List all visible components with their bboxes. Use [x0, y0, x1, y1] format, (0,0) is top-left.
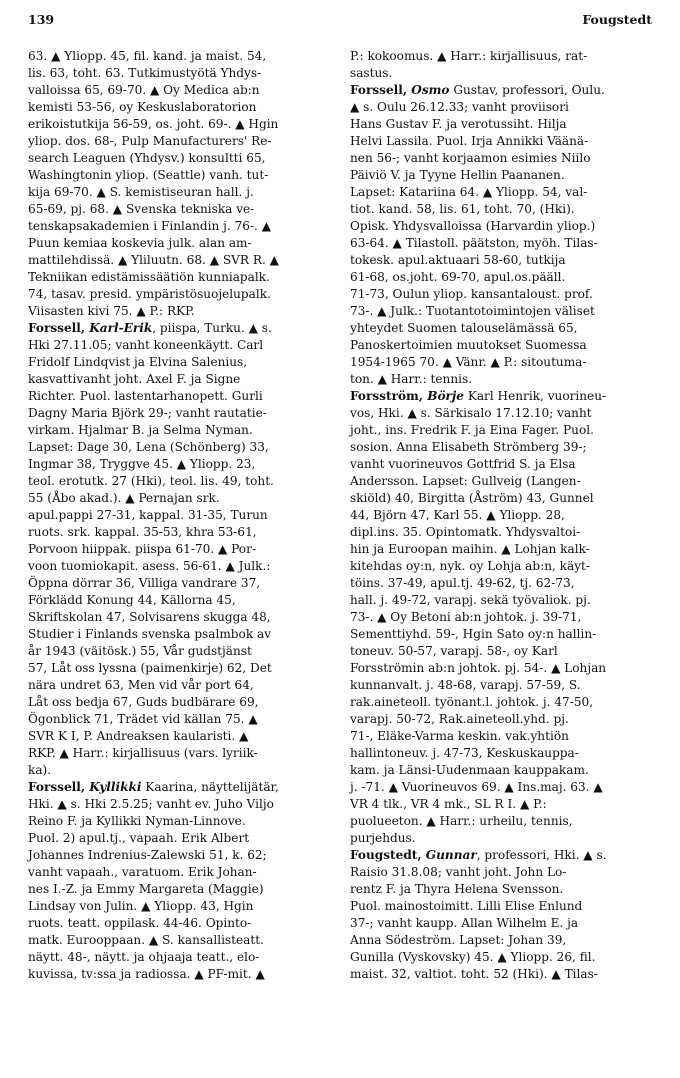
entry-line: Tekniikan edistämissäätiön kunniapalk. — [28, 270, 270, 284]
entry-line: teol. erotutk. 27 (Hki), teol. lis. 49, toht. — [28, 474, 274, 488]
entry-line: SVR K I, P. Andreaksen kaularisti. ▲ — [28, 729, 249, 743]
entry-line: Päiviö V. ja Tyyne Hellin Paananen. — [350, 168, 565, 182]
entry-line: 55 (Åbo akad.). ▲ Pernajan srk. — [28, 491, 220, 505]
entry-line: nes I.-Z. ja Emmy Margareta (Maggie) — [28, 882, 264, 896]
page-number: 139 — [28, 12, 55, 27]
entry-line: 57, Låt oss lyssna (paimenkirje) 62, Det — [28, 661, 272, 675]
biography-entry — [28, 48, 330, 320]
entry-line: Porvoon hiippak. piispa 61-70. ▲ Por- — [28, 542, 256, 556]
entry-line: 37-; vanht kaupp. Allan Wilhelm E. ja — [350, 916, 579, 930]
entry-line: valloissa 65, 69-70. ▲ Oy Medica ab:n — [28, 83, 260, 97]
entry-line: kitehdas oy:n, nyk. oy Lohja ab:n, käyt- — [350, 559, 590, 573]
entry-line: kam. ja Länsi-Uudenmaan kauppakam. — [350, 763, 589, 777]
entry-line: Forssell, Karl-Erik, piispa, Turku. ▲ s. — [28, 321, 272, 335]
biography-entry — [28, 320, 330, 779]
entry-line: kunnanvalt. j. 48-68, varapj. 57-59, S. — [350, 678, 581, 692]
entry-line: ▲ s. Oulu 26.12.33; vanht proviisori — [350, 100, 569, 114]
entry-line: Ögonblick 71, Trädet vid källan 75. ▲ — [28, 712, 258, 726]
columns — [28, 48, 652, 983]
entry-line: Opisk. Yhdysvalloissa (Harvardin yliop.) — [350, 219, 596, 233]
entry-line: Lindsay von Julin. ▲ Yliopp. 43, Hgin — [28, 899, 254, 913]
entry-line: kemisti 53-56, oy Keskuslaboratorion — [28, 100, 257, 114]
entry-line: ton. ▲ Harr.: tennis. — [350, 372, 473, 386]
entry-line: lis. 63, toht. 63. Tutkimustyötä Yhdys- — [28, 66, 262, 80]
running-head: Fougstedt — [582, 12, 652, 27]
entry-line: Forssell, Kyllikki Kaarina, näyttelijätär, — [28, 780, 279, 794]
entry-line: sastus. — [350, 66, 393, 80]
biography-entry — [350, 82, 652, 388]
entry-line: yliop. dos. 68-, Pulp Manufacturers' Re- — [28, 134, 272, 148]
entry-line: Studier i Finlands svenska psalmbok av — [28, 627, 272, 641]
entry-line: matk. Eurooppaan. ▲ S. kansallisteatt. — [28, 933, 264, 947]
entry-line: Anna Södeström. Lapset: Johan 39, — [350, 933, 567, 947]
biography-entry — [28, 779, 330, 983]
entry-line: Andersson. Lapset: Gullveig (Langen- — [350, 474, 581, 488]
entry-line: 44, Björn 47, Karl 55. ▲ Yliopp. 28, — [350, 508, 565, 522]
entry-line: virkam. Hjalmar B. ja Selma Nyman. — [28, 423, 253, 437]
entry-line: sosion. Anna Elisabeth Strömberg 39-; — [350, 440, 587, 454]
entry-line: erikoistutkija 56-59, os. joht. 69-. ▲ Hgin — [28, 117, 279, 131]
entry-line: hallintoneuv. j. 47-73, Keskuskauppa- — [350, 746, 579, 760]
entry-line: ruots. srk. kappal. 35-53, khra 53-61, — [28, 525, 257, 539]
entry-line: vanht vapaah., varatuom. Erik Johan- — [28, 865, 257, 879]
entry-line: apul.pappi 27-31, kappal. 31-35, Turun — [28, 508, 268, 522]
entry-line: Forsström, Börje Karl Henrik, vuorineu- — [350, 389, 607, 403]
entry-line: år 1943 (väitösk.) 55, Vår gudstjänst — [28, 644, 252, 658]
entry-line: 65-69, pj. 68. ▲ Svenska tekniska ve- — [28, 202, 255, 216]
entry-line: maist. 32, valtiot. toht. 52 (Hki). ▲ Tilas- — [350, 967, 598, 981]
entry-line: Hki 27.11.05; vanht koneenkäytt. Carl — [28, 338, 264, 352]
entry-line: Öppna dörrar 36, Villiga vandrare 37, — [28, 576, 261, 590]
biography-entry — [350, 847, 652, 983]
entry-line: Puol. mainostoimitt. Lilli Elise Enlund — [350, 899, 583, 913]
entry-line: mattilehdissä. ▲ Yliluutn. 68. ▲ SVR R. ▲ — [28, 253, 279, 267]
entry-line: joht., ins. Fredrik F. ja Eina Fager. Puol. — [350, 423, 594, 437]
entry-line: Puun kemiaa koskevia julk. alan am- — [28, 236, 252, 250]
entry-line: Fridolf Lindqvist ja Elvina Salenius, — [28, 355, 248, 369]
entry-line: 63-64. ▲ Tilastoll. päätston, myöh. Tilas- — [350, 236, 598, 250]
entry-line: Förklädd Konung 44, Källorna 45, — [28, 593, 236, 607]
entry-line: Washingtonin yliop. (Seattle) vanh. tut- — [28, 168, 269, 182]
entry-line: 73-. ▲ Julk.: Tuotantotoimintojen väliset — [350, 304, 595, 318]
entry-line: Helvi Lassila. Puol. Irja Annikki Väänä- — [350, 134, 589, 148]
entry-line: Gunilla (Vyskovsky) 45. ▲ Yliopp. 26, fil. — [350, 950, 596, 964]
entry-line: Ingmar 38, Tryggve 45. ▲ Yliopp. 23, — [28, 457, 256, 471]
right-column — [350, 48, 652, 983]
entry-line: dipl.ins. 35. Opintomatk. Yhdysvaltoi- — [350, 525, 581, 539]
entry-line: näytt. 48-, näytt. ja ohjaaja teatt., elo- — [28, 950, 260, 964]
biography-entry — [350, 388, 652, 847]
entry-line: 71-, Eläke-Varma keskin. vak.yhtiön — [350, 729, 569, 743]
entry-line: kija 69-70. ▲ S. kemistiseuran hall. j. — [28, 185, 254, 199]
entry-line: töins. 37-49, apul.tj. 49-62, tj. 62-73, — [350, 576, 575, 590]
entry-line: 73-. ▲ Oy Betoni ab:n johtok. j. 39-71, — [350, 610, 582, 624]
entry-line: Lapset: Katariina 64. ▲ Yliopp. 54, val- — [350, 185, 588, 199]
entry-line: toneuv. 50-57, varapj. 58-, oy Karl — [350, 644, 558, 658]
entry-line: Viisasten kivi 75. ▲ P.: RKP. — [28, 304, 195, 318]
entry-line: nära undret 63, Men vid vår port 64, — [28, 678, 254, 692]
entry-line: Fougstedt, Gunnar, professori, Hki. ▲ s. — [350, 848, 607, 862]
entry-line: skiöld) 40, Birgitta (Åström) 43, Gunnel — [350, 491, 594, 505]
entry-line: tokesk. apul.aktuaari 58-60, tutkija — [350, 253, 566, 267]
entry-line: 74, tasav. presid. ympäristösuojelupalk. — [28, 287, 271, 301]
entry-line: yhteydet Suomen talouselämässä 65, — [350, 321, 578, 335]
entry-line: 63. ▲ Yliopp. 45, fil. kand. ja maist. 54, — [28, 49, 267, 63]
entry-line: 71-73, Oulun yliop. kansantaloust. prof. — [350, 287, 593, 301]
entry-line: puolueeton. ▲ Harr.: urheilu, tennis, — [350, 814, 573, 828]
entry-line: Hki. ▲ s. Hki 2.5.25; vanht ev. Juho Viljo — [28, 797, 274, 811]
entry-line: vanht vuorineuvos Gottfrid S. ja Elsa — [350, 457, 576, 471]
entry-line: Forssell, Osmo Gustav, professori, Oulu. — [350, 83, 605, 97]
entry-line: Sementtiyhd. 59-, Hgin Sato oy:n hallin- — [350, 627, 597, 641]
entry-line: Raisio 31.8.08; vanht joht. John Lo- — [350, 865, 567, 879]
entry-line: hin ja Euroopan maihin. ▲ Lohjan kalk- — [350, 542, 590, 556]
entry-line: Hans Gustav F. ja verotussiht. Hilja — [350, 117, 567, 131]
entry-line: Forsströmin ab:n johtok. pj. 54-. ▲ Lohjan — [350, 661, 607, 675]
entry-line: purjehdus. — [350, 831, 416, 845]
entry-line: Richter. Puol. lastentarhanopett. Gurli — [28, 389, 263, 403]
entry-line: hall. j. 49-72, varapj. sekä työvaliok. pj. — [350, 593, 591, 607]
entry-line: ruots. teatt. oppilask. 44-46. Opinto- — [28, 916, 252, 930]
entry-line: kasvattivanht joht. Axel F. ja Signe — [28, 372, 241, 386]
entry-line: Puol. 2) apul.tj., vapaah. Erik Albert — [28, 831, 250, 845]
entry-line: rentz F. ja Thyra Helena Svensson. — [350, 882, 564, 896]
entry-line: Skriftskolan 47, Solvisarens skugga 48, — [28, 610, 271, 624]
entry-line: tenskapsakademien i Finlandin j. 76-. ▲ — [28, 219, 272, 233]
entry-line: Låt oss bedja 67, Guds budbärare 69, — [28, 695, 259, 709]
entry-line: tiot. kand. 58, lis. 61, toht. 70, (Hki). — [350, 202, 575, 216]
entry-line: 61-68, os.joht. 69-70, apul.os.pääll. — [350, 270, 566, 284]
entry-line: Reino F. ja Kyllikki Nyman-Linnove. — [28, 814, 246, 828]
entry-line: VR 4 tlk., VR 4 mk., SL R I. ▲ P.: — [350, 797, 547, 811]
entry-line: Lapset: Dage 30, Lena (Schönberg) 33, — [28, 440, 269, 454]
entry-line: Dagny Maria Björk 29-; vanht rautatie- — [28, 406, 267, 420]
entry-line: nen 56-; vanht korjaamon esimies Niilo — [350, 151, 591, 165]
entry-line: RKP. ▲ Harr.: kirjallisuus (vars. lyriik- — [28, 746, 258, 760]
entry-line: voon tuomiokapit. asess. 56-61. ▲ Julk.: — [28, 559, 271, 573]
left-column — [28, 48, 330, 983]
entry-line: P.: kokoomus. ▲ Harr.: kirjallisuus, rat- — [350, 49, 588, 63]
entry-line: ka). — [28, 763, 52, 777]
entry-line: j. -71. ▲ Vuorineuvos 69. ▲ Ins.maj. 63. ▲ — [350, 780, 603, 794]
entry-line: Panoskertoimien muutokset Suomessa — [350, 338, 587, 352]
entry-line: kuvissa, tv:ssa ja radiossa. ▲ PF-mit. ▲ — [28, 967, 265, 981]
entry-line: rak.aineteoll. työnant.l. johtok. j. 47-50, — [350, 695, 594, 709]
entry-line: Johannes Indrenius-Zalewski 51, k. 62; — [28, 848, 267, 862]
biography-entry — [350, 48, 652, 82]
entry-line: search Leaguen (Yhdysv.) konsultti 65, — [28, 151, 266, 165]
entry-line: vos, Hki. ▲ s. Särkisalo 17.12.10; vanht — [350, 406, 592, 420]
running-header — [28, 12, 652, 32]
entry-line: 1954-1965 70. ▲ Vänr. ▲ P.: sitoutuma- — [350, 355, 587, 369]
entry-line: varapj. 50-72, Rak.aineteoll.yhd. pj. — [350, 712, 569, 726]
